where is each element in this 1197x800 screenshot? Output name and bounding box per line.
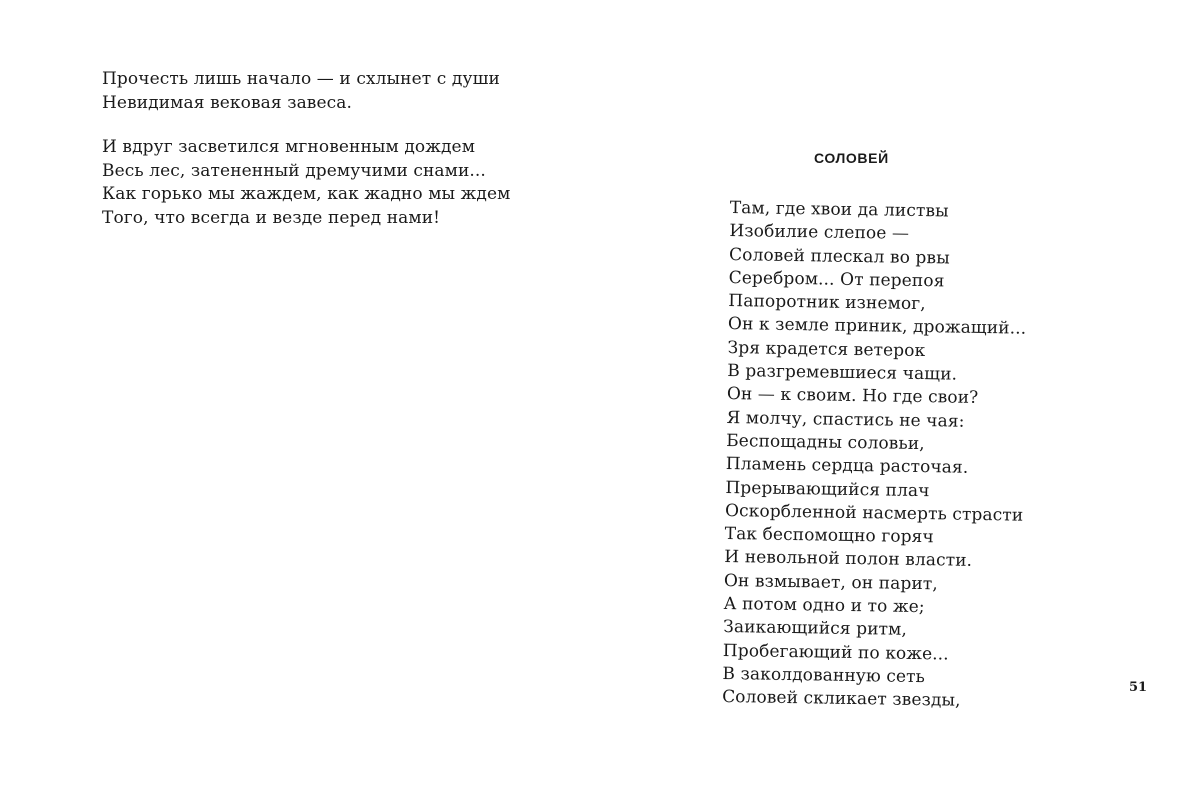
verse-line: И невольной полон власти. bbox=[724, 547, 973, 572]
left-page bbox=[0, 0, 598, 800]
verse-line: Пламень сердца расточая. bbox=[725, 454, 969, 479]
verse-line: Как горько мы жаждем, как жадно мы ждем bbox=[102, 184, 511, 204]
verse-line: Так беспомощно горяч bbox=[724, 524, 934, 548]
poem-title: СОЛОВЕЙ bbox=[814, 150, 889, 166]
verse-line: Изобилие слепое — bbox=[729, 221, 910, 245]
verse-line: Соловей скликает звезды, bbox=[721, 687, 961, 711]
verse-line: В разгремевшиеся чащи. bbox=[727, 361, 958, 385]
verse-line: Зря крадется ветерок bbox=[727, 337, 926, 361]
verse-line: Прочесть лишь начало — и схлынет с души bbox=[102, 69, 500, 89]
verse-line: Серебром... От перепоя bbox=[728, 267, 945, 292]
verse-line: Весь лес, затененный дремучими снами... bbox=[102, 160, 486, 181]
verse-line: Там, где хвои да листвы bbox=[729, 197, 949, 222]
verse-line: В заколдованную сеть bbox=[722, 663, 926, 688]
verse-line: Заикающийся ритм, bbox=[723, 617, 908, 641]
poem-body bbox=[722, 197, 1028, 714]
verse-line: Беспощадны соловьи, bbox=[726, 430, 925, 455]
verse-line: Он — к своим. Но где свои? bbox=[726, 384, 979, 409]
stanza bbox=[102, 68, 500, 115]
verse-line: Того, что всегда и везде перед нами! bbox=[102, 207, 441, 228]
verse-line: Невидимая вековая завеса. bbox=[102, 92, 352, 113]
verse-line: И вдруг засветился мгновенным дождем bbox=[102, 137, 476, 157]
verse-line: Папоротник изнемог, bbox=[728, 291, 926, 315]
verse-line: Оскорбленной насмерть страсти bbox=[724, 500, 1024, 526]
page-number: 51 bbox=[1129, 680, 1148, 695]
verse-line: Он к земле приник, дрожащий... bbox=[727, 314, 1027, 340]
verse-line: А потом одно и то же; bbox=[723, 593, 925, 618]
stanza bbox=[102, 136, 510, 230]
verse-line: Пробегающий по коже... bbox=[722, 640, 949, 665]
verse-line: Прерывающийся плач bbox=[725, 477, 930, 501]
verse-line: Соловей плескал во рвы bbox=[728, 244, 950, 269]
verse-line: Я молчу, спастись не чая: bbox=[726, 407, 965, 432]
verse-line: Он взмывает, он парит, bbox=[723, 570, 939, 595]
